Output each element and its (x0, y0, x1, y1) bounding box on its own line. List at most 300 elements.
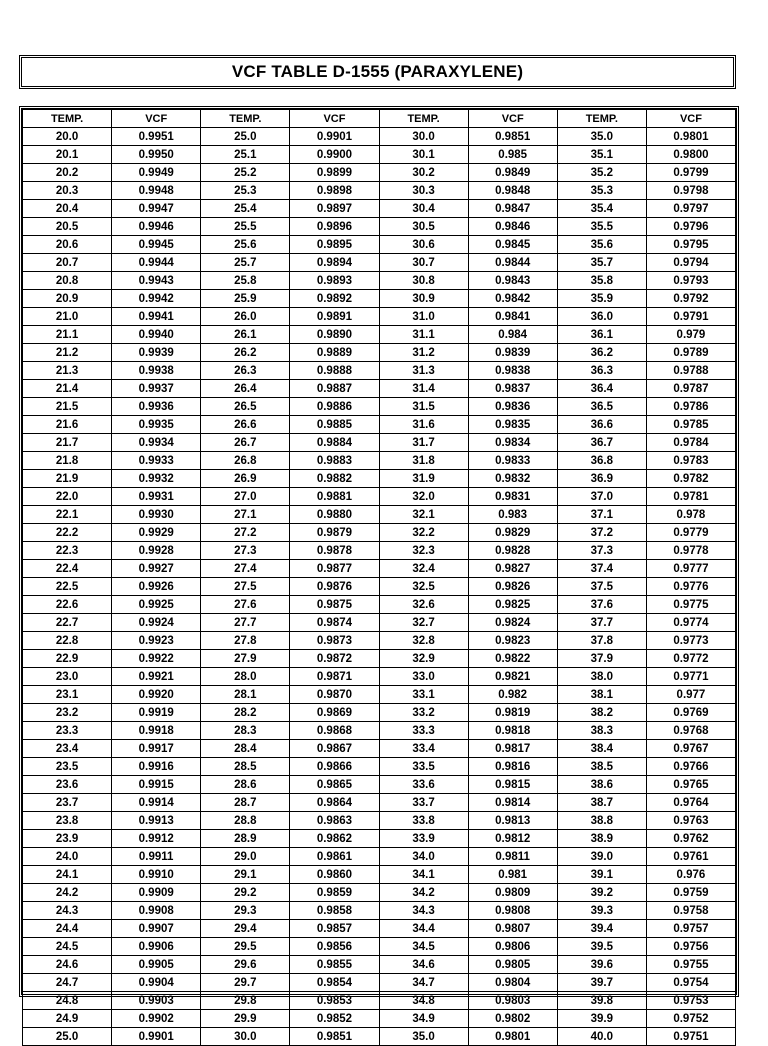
temp-cell: 34.3 (379, 902, 468, 920)
vcf-cell: 0.9865 (290, 776, 379, 794)
vcf-cell: 0.9863 (290, 812, 379, 830)
temp-cell: 29.4 (201, 920, 290, 938)
temp-cell: 35.2 (557, 164, 646, 182)
temp-cell: 25.8 (201, 272, 290, 290)
table-row (23, 560, 736, 578)
table-row (23, 128, 736, 146)
vcf-cell: 0.981 (468, 866, 557, 884)
temp-cell: 21.5 (23, 398, 112, 416)
temp-cell: 30.8 (379, 272, 468, 290)
temp-cell: 20.0 (23, 128, 112, 146)
temp-cell: 27.2 (201, 524, 290, 542)
temp-cell: 33.2 (379, 704, 468, 722)
vcf-cell: 0.9945 (112, 236, 201, 254)
temp-cell: 23.1 (23, 686, 112, 704)
column-header-temp: TEMP. (557, 110, 646, 128)
temp-cell: 22.4 (23, 560, 112, 578)
vcf-cell: 0.9944 (112, 254, 201, 272)
temp-cell: 26.2 (201, 344, 290, 362)
vcf-cell: 0.9779 (646, 524, 735, 542)
temp-cell: 35.7 (557, 254, 646, 272)
vcf-cell: 0.9826 (468, 578, 557, 596)
vcf-cell: 0.9832 (468, 470, 557, 488)
temp-cell: 37.7 (557, 614, 646, 632)
vcf-cell: 0.9938 (112, 362, 201, 380)
vcf-cell: 0.9897 (290, 200, 379, 218)
temp-cell: 25.9 (201, 290, 290, 308)
temp-cell: 21.3 (23, 362, 112, 380)
vcf-cell: 0.9799 (646, 164, 735, 182)
temp-cell: 23.2 (23, 704, 112, 722)
temp-cell: 30.5 (379, 218, 468, 236)
temp-cell: 21.9 (23, 470, 112, 488)
temp-cell: 34.9 (379, 1010, 468, 1028)
vcf-cell: 0.9875 (290, 596, 379, 614)
vcf-cell: 0.9860 (290, 866, 379, 884)
temp-cell: 24.0 (23, 848, 112, 866)
temp-cell: 38.6 (557, 776, 646, 794)
table-row (23, 254, 736, 272)
temp-cell: 28.6 (201, 776, 290, 794)
vcf-cell: 0.9817 (468, 740, 557, 758)
temp-cell: 38.8 (557, 812, 646, 830)
vcf-cell: 0.9841 (468, 308, 557, 326)
vcf-cell: 0.9777 (646, 560, 735, 578)
vcf-cell: 0.9818 (468, 722, 557, 740)
temp-cell: 20.3 (23, 182, 112, 200)
table-row (23, 992, 736, 1010)
temp-cell: 20.1 (23, 146, 112, 164)
table-row (23, 938, 736, 956)
temp-cell: 22.5 (23, 578, 112, 596)
temp-cell: 33.4 (379, 740, 468, 758)
vcf-cell: 0.9929 (112, 524, 201, 542)
vcf-cell: 0.9795 (646, 236, 735, 254)
temp-cell: 38.9 (557, 830, 646, 848)
temp-cell: 39.5 (557, 938, 646, 956)
temp-cell: 38.3 (557, 722, 646, 740)
vcf-cell: 0.9908 (112, 902, 201, 920)
vcf-cell: 0.9794 (646, 254, 735, 272)
vcf-cell: 0.9915 (112, 776, 201, 794)
temp-cell: 28.9 (201, 830, 290, 848)
table-row (23, 272, 736, 290)
vcf-cell: 0.9937 (112, 380, 201, 398)
temp-cell: 27.5 (201, 578, 290, 596)
temp-cell: 36.3 (557, 362, 646, 380)
temp-cell: 35.5 (557, 218, 646, 236)
vcf-cell: 0.9903 (112, 992, 201, 1010)
vcf-cell: 0.9921 (112, 668, 201, 686)
temp-cell: 21.6 (23, 416, 112, 434)
table-row (23, 974, 736, 992)
vcf-cell: 0.9816 (468, 758, 557, 776)
vcf-cell: 0.9846 (468, 218, 557, 236)
vcf-cell: 0.9933 (112, 452, 201, 470)
vcf-cell: 0.9797 (646, 200, 735, 218)
vcf-cell: 0.9940 (112, 326, 201, 344)
temp-cell: 31.8 (379, 452, 468, 470)
temp-cell: 25.4 (201, 200, 290, 218)
temp-cell: 35.0 (557, 128, 646, 146)
vcf-cell: 0.9882 (290, 470, 379, 488)
vcf-cell: 0.9927 (112, 560, 201, 578)
vcf-cell: 0.9870 (290, 686, 379, 704)
temp-cell: 38.4 (557, 740, 646, 758)
temp-cell: 32.3 (379, 542, 468, 560)
vcf-cell: 0.9792 (646, 290, 735, 308)
table-row (23, 164, 736, 182)
vcf-cell: 0.9834 (468, 434, 557, 452)
table-row (23, 668, 736, 686)
vcf-cell: 0.9894 (290, 254, 379, 272)
temp-cell: 27.3 (201, 542, 290, 560)
temp-cell: 29.3 (201, 902, 290, 920)
temp-cell: 37.0 (557, 488, 646, 506)
vcf-cell: 0.9815 (468, 776, 557, 794)
temp-cell: 26.0 (201, 308, 290, 326)
vcf-cell: 0.9868 (290, 722, 379, 740)
temp-cell: 30.3 (379, 182, 468, 200)
table-row (23, 812, 736, 830)
table-row (23, 416, 736, 434)
vcf-cell: 0.9831 (468, 488, 557, 506)
temp-cell: 27.9 (201, 650, 290, 668)
table-row (23, 470, 736, 488)
table-header-row (23, 110, 736, 128)
temp-cell: 21.1 (23, 326, 112, 344)
vcf-cell: 0.9786 (646, 398, 735, 416)
temp-cell: 20.7 (23, 254, 112, 272)
vcf-cell: 0.9857 (290, 920, 379, 938)
vcf-cell: 0.9869 (290, 704, 379, 722)
temp-cell: 31.6 (379, 416, 468, 434)
vcf-cell: 0.9766 (646, 758, 735, 776)
temp-cell: 21.0 (23, 308, 112, 326)
vcf-cell: 0.9867 (290, 740, 379, 758)
vcf-cell: 0.9759 (646, 884, 735, 902)
vcf-cell: 0.9923 (112, 632, 201, 650)
temp-cell: 23.4 (23, 740, 112, 758)
temp-cell: 20.4 (23, 200, 112, 218)
vcf-cell: 0.9891 (290, 308, 379, 326)
temp-cell: 25.6 (201, 236, 290, 254)
vcf-cell: 0.9866 (290, 758, 379, 776)
vcf-cell: 0.9751 (646, 1028, 735, 1046)
temp-cell: 33.0 (379, 668, 468, 686)
vcf-cell: 0.9762 (646, 830, 735, 848)
vcf-cell: 0.9847 (468, 200, 557, 218)
vcf-cell: 0.9844 (468, 254, 557, 272)
temp-cell: 24.5 (23, 938, 112, 956)
temp-cell: 39.9 (557, 1010, 646, 1028)
vcf-cell: 0.9811 (468, 848, 557, 866)
temp-cell: 36.9 (557, 470, 646, 488)
vcf-cell: 0.985 (468, 146, 557, 164)
table-row (23, 614, 736, 632)
temp-cell: 21.2 (23, 344, 112, 362)
vcf-cell: 0.982 (468, 686, 557, 704)
vcf-table (22, 109, 736, 1046)
temp-cell: 34.0 (379, 848, 468, 866)
temp-cell: 39.4 (557, 920, 646, 938)
vcf-cell: 0.9775 (646, 596, 735, 614)
table-row (23, 956, 736, 974)
vcf-cell: 0.9920 (112, 686, 201, 704)
temp-cell: 31.3 (379, 362, 468, 380)
temp-cell: 33.1 (379, 686, 468, 704)
temp-cell: 36.6 (557, 416, 646, 434)
table-row (23, 290, 736, 308)
vcf-cell: 0.9942 (112, 290, 201, 308)
vcf-cell: 0.9890 (290, 326, 379, 344)
temp-cell: 25.3 (201, 182, 290, 200)
temp-cell: 34.6 (379, 956, 468, 974)
temp-cell: 25.1 (201, 146, 290, 164)
vcf-cell: 0.9754 (646, 974, 735, 992)
vcf-cell: 0.9917 (112, 740, 201, 758)
vcf-cell: 0.9788 (646, 362, 735, 380)
vcf-cell: 0.9824 (468, 614, 557, 632)
vcf-cell: 0.9829 (468, 524, 557, 542)
temp-cell: 30.6 (379, 236, 468, 254)
temp-cell: 32.6 (379, 596, 468, 614)
temp-cell: 28.8 (201, 812, 290, 830)
vcf-cell: 0.9776 (646, 578, 735, 596)
temp-cell: 20.5 (23, 218, 112, 236)
vcf-cell: 0.9782 (646, 470, 735, 488)
vcf-cell: 0.9767 (646, 740, 735, 758)
temp-cell: 39.2 (557, 884, 646, 902)
vcf-cell: 0.9941 (112, 308, 201, 326)
temp-cell: 33.3 (379, 722, 468, 740)
temp-cell: 30.0 (201, 1028, 290, 1046)
temp-cell: 32.0 (379, 488, 468, 506)
table-row (23, 218, 736, 236)
temp-cell: 21.7 (23, 434, 112, 452)
table-row (23, 434, 736, 452)
vcf-cell: 0.9872 (290, 650, 379, 668)
vcf-cell: 0.9813 (468, 812, 557, 830)
vcf-cell: 0.9858 (290, 902, 379, 920)
vcf-cell: 0.9801 (646, 128, 735, 146)
temp-cell: 20.6 (23, 236, 112, 254)
table-row (23, 1028, 736, 1046)
temp-cell: 29.6 (201, 956, 290, 974)
temp-cell: 28.0 (201, 668, 290, 686)
vcf-cell: 0.9950 (112, 146, 201, 164)
temp-cell: 32.9 (379, 650, 468, 668)
vcf-cell: 0.9889 (290, 344, 379, 362)
vcf-cell: 0.9932 (112, 470, 201, 488)
temp-cell: 34.7 (379, 974, 468, 992)
temp-cell: 20.2 (23, 164, 112, 182)
vcf-cell: 0.9807 (468, 920, 557, 938)
vcf-cell: 0.9761 (646, 848, 735, 866)
temp-cell: 22.1 (23, 506, 112, 524)
vcf-cell: 0.979 (646, 326, 735, 344)
vcf-cell: 0.9784 (646, 434, 735, 452)
column-header-vcf: VCF (112, 110, 201, 128)
vcf-cell: 0.9796 (646, 218, 735, 236)
temp-cell: 31.9 (379, 470, 468, 488)
vcf-cell: 0.9931 (112, 488, 201, 506)
temp-cell: 31.1 (379, 326, 468, 344)
temp-cell: 27.7 (201, 614, 290, 632)
vcf-cell: 0.9825 (468, 596, 557, 614)
temp-cell: 20.8 (23, 272, 112, 290)
temp-cell: 39.8 (557, 992, 646, 1010)
vcf-cell: 0.9907 (112, 920, 201, 938)
vcf-cell: 0.9822 (468, 650, 557, 668)
temp-cell: 24.2 (23, 884, 112, 902)
vcf-cell: 0.983 (468, 506, 557, 524)
table-row (23, 776, 736, 794)
vcf-cell: 0.9943 (112, 272, 201, 290)
temp-cell: 36.2 (557, 344, 646, 362)
vcf-cell: 0.9935 (112, 416, 201, 434)
table-row (23, 704, 736, 722)
vcf-cell: 0.9886 (290, 398, 379, 416)
vcf-cell: 0.9837 (468, 380, 557, 398)
temp-cell: 22.0 (23, 488, 112, 506)
vcf-cell: 0.9883 (290, 452, 379, 470)
table-row (23, 326, 736, 344)
table-row (23, 686, 736, 704)
column-header-vcf: VCF (290, 110, 379, 128)
vcf-cell: 0.9874 (290, 614, 379, 632)
temp-cell: 34.4 (379, 920, 468, 938)
temp-cell: 39.7 (557, 974, 646, 992)
vcf-cell: 0.9769 (646, 704, 735, 722)
vcf-cell: 0.977 (646, 686, 735, 704)
vcf-cell: 0.9914 (112, 794, 201, 812)
table-row (23, 632, 736, 650)
vcf-cell: 0.9802 (468, 1010, 557, 1028)
vcf-cell: 0.9851 (290, 1028, 379, 1046)
table-row (23, 902, 736, 920)
temp-cell: 40.0 (557, 1028, 646, 1046)
table-row (23, 794, 736, 812)
vcf-cell: 0.9895 (290, 236, 379, 254)
temp-cell: 29.2 (201, 884, 290, 902)
table-row (23, 380, 736, 398)
vcf-cell: 0.9853 (290, 992, 379, 1010)
vcf-cell: 0.9765 (646, 776, 735, 794)
temp-cell: 39.1 (557, 866, 646, 884)
vcf-cell: 0.9848 (468, 182, 557, 200)
temp-cell: 30.0 (379, 128, 468, 146)
temp-cell: 31.4 (379, 380, 468, 398)
temp-cell: 26.5 (201, 398, 290, 416)
vcf-cell: 0.9839 (468, 344, 557, 362)
vcf-cell: 0.9771 (646, 668, 735, 686)
temp-cell: 34.1 (379, 866, 468, 884)
vcf-cell: 0.9806 (468, 938, 557, 956)
temp-cell: 22.8 (23, 632, 112, 650)
vcf-cell: 0.9801 (468, 1028, 557, 1046)
temp-cell: 28.4 (201, 740, 290, 758)
vcf-cell: 0.9756 (646, 938, 735, 956)
vcf-cell: 0.9778 (646, 542, 735, 560)
temp-cell: 33.9 (379, 830, 468, 848)
table-row (23, 1010, 736, 1028)
temp-cell: 36.1 (557, 326, 646, 344)
vcf-cell: 0.9946 (112, 218, 201, 236)
vcf-cell: 0.9884 (290, 434, 379, 452)
vcf-cell: 0.9949 (112, 164, 201, 182)
temp-cell: 37.8 (557, 632, 646, 650)
temp-cell: 31.5 (379, 398, 468, 416)
vcf-cell: 0.9906 (112, 938, 201, 956)
vcf-cell: 0.9902 (112, 1010, 201, 1028)
temp-cell: 32.7 (379, 614, 468, 632)
table-row (23, 866, 736, 884)
temp-cell: 29.1 (201, 866, 290, 884)
table-row (23, 200, 736, 218)
temp-cell: 28.3 (201, 722, 290, 740)
temp-cell: 26.8 (201, 452, 290, 470)
table-row (23, 182, 736, 200)
temp-cell: 39.3 (557, 902, 646, 920)
temp-cell: 37.3 (557, 542, 646, 560)
temp-cell: 36.8 (557, 452, 646, 470)
temp-cell: 37.2 (557, 524, 646, 542)
temp-cell: 37.4 (557, 560, 646, 578)
column-header-temp: TEMP. (201, 110, 290, 128)
temp-cell: 31.7 (379, 434, 468, 452)
vcf-cell: 0.9879 (290, 524, 379, 542)
vcf-cell: 0.9821 (468, 668, 557, 686)
vcf-cell: 0.9752 (646, 1010, 735, 1028)
temp-cell: 26.9 (201, 470, 290, 488)
table-body (23, 128, 736, 1046)
temp-cell: 24.9 (23, 1010, 112, 1028)
temp-cell: 39.6 (557, 956, 646, 974)
vcf-cell: 0.9781 (646, 488, 735, 506)
temp-cell: 26.4 (201, 380, 290, 398)
table-row (23, 362, 736, 380)
vcf-cell: 0.9947 (112, 200, 201, 218)
temp-cell: 30.9 (379, 290, 468, 308)
table-row (23, 758, 736, 776)
table-row (23, 542, 736, 560)
vcf-cell: 0.9793 (646, 272, 735, 290)
temp-cell: 35.6 (557, 236, 646, 254)
table-row (23, 236, 736, 254)
table-row (23, 578, 736, 596)
vcf-cell: 0.9936 (112, 398, 201, 416)
vcf-cell: 0.9864 (290, 794, 379, 812)
temp-cell: 31.2 (379, 344, 468, 362)
temp-cell: 26.1 (201, 326, 290, 344)
temp-cell: 26.3 (201, 362, 290, 380)
temp-cell: 23.5 (23, 758, 112, 776)
vcf-cell: 0.9887 (290, 380, 379, 398)
vcf-cell: 0.9855 (290, 956, 379, 974)
temp-cell: 30.7 (379, 254, 468, 272)
temp-cell: 27.8 (201, 632, 290, 650)
vcf-cell: 0.9918 (112, 722, 201, 740)
vcf-cell: 0.9814 (468, 794, 557, 812)
table-row (23, 488, 736, 506)
temp-cell: 36.4 (557, 380, 646, 398)
temp-cell: 22.6 (23, 596, 112, 614)
vcf-cell: 0.9871 (290, 668, 379, 686)
temp-cell: 36.5 (557, 398, 646, 416)
vcf-cell: 0.9919 (112, 704, 201, 722)
vcf-cell: 0.9773 (646, 632, 735, 650)
